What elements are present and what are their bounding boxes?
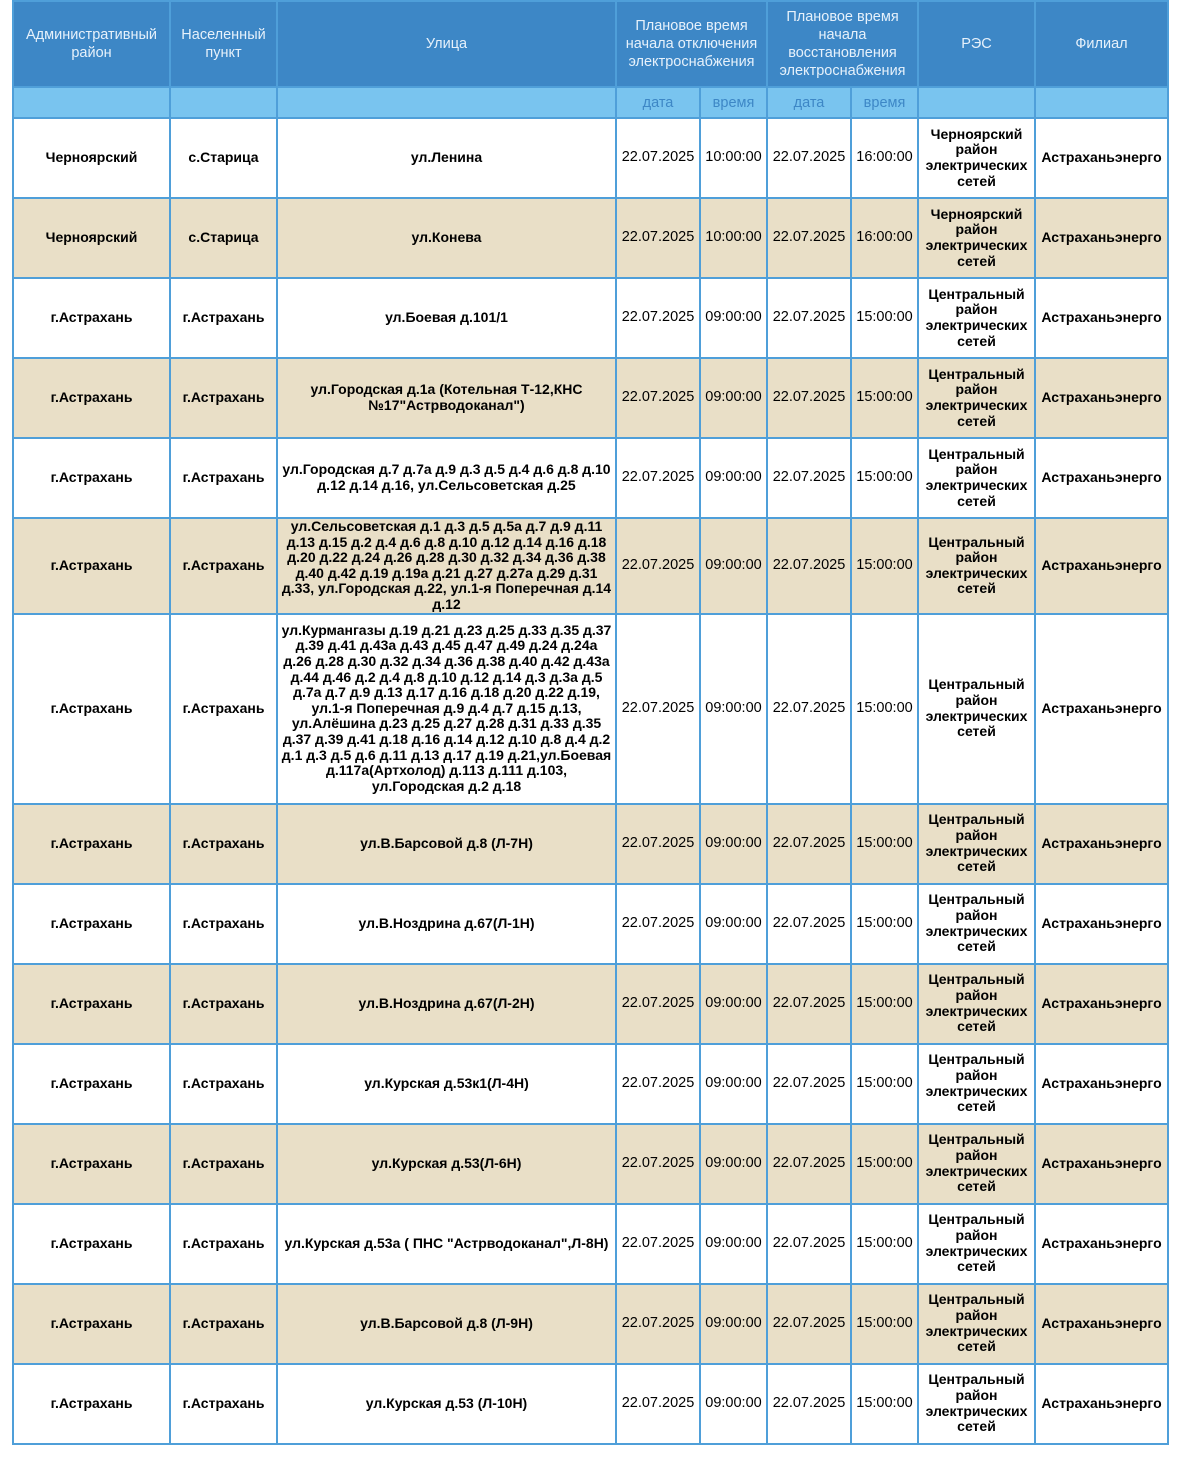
cell-off-time: 09:00:00 xyxy=(700,1044,767,1124)
cell-settlement: г.Астрахань xyxy=(170,1124,277,1204)
table-row xyxy=(13,278,1168,358)
cell-on-date: 22.07.2025 xyxy=(767,358,851,438)
cell-res: Черноярский район электрических сетей xyxy=(918,118,1035,198)
cell-street: ул.Курская д.53(Л-6Н) xyxy=(277,1124,616,1204)
outage-schedule-table xyxy=(12,0,1169,1445)
cell-res: Черноярский район электрических сетей xyxy=(918,198,1035,278)
subheader-empty xyxy=(170,87,277,118)
cell-on-date: 22.07.2025 xyxy=(767,1124,851,1204)
cell-off-time: 09:00:00 xyxy=(700,1204,767,1284)
subheader-off-date: дата xyxy=(616,87,700,118)
cell-district: г.Астрахань xyxy=(13,518,170,614)
cell-branch: Астраханьэнерго xyxy=(1035,278,1168,358)
cell-off-date: 22.07.2025 xyxy=(616,198,700,278)
header-street: Улица xyxy=(277,1,616,87)
cell-off-time: 10:00:00 xyxy=(700,118,767,198)
table-row xyxy=(13,804,1168,884)
cell-on-date: 22.07.2025 xyxy=(767,278,851,358)
cell-on-date: 22.07.2025 xyxy=(767,1284,851,1364)
subheader-empty xyxy=(13,87,170,118)
cell-street: ул.В.Ноздрина д.67(Л-1Н) xyxy=(277,884,616,964)
cell-off-time: 09:00:00 xyxy=(700,614,767,804)
table-row xyxy=(13,518,1168,614)
header-row xyxy=(13,1,1168,87)
cell-district: г.Астрахань xyxy=(13,964,170,1044)
cell-off-date: 22.07.2025 xyxy=(616,1124,700,1204)
cell-off-date: 22.07.2025 xyxy=(616,884,700,964)
cell-res: Центральный район электрических сетей xyxy=(918,804,1035,884)
cell-on-date: 22.07.2025 xyxy=(767,1204,851,1284)
subheader-empty xyxy=(1035,87,1168,118)
cell-district: Черноярский xyxy=(13,198,170,278)
table-body xyxy=(13,118,1168,1444)
cell-on-date: 22.07.2025 xyxy=(767,118,851,198)
cell-street: ул.Курская д.53 (Л-10Н) xyxy=(277,1364,616,1444)
cell-off-date: 22.07.2025 xyxy=(616,804,700,884)
header-res: РЭС xyxy=(918,1,1035,87)
cell-on-time: 15:00:00 xyxy=(851,1044,918,1124)
table-row xyxy=(13,614,1168,804)
cell-street: ул.Сельсоветская д.1 д.3 д.5 д.5а д.7 д.9 д.11 д.13 д.15 д.2 д.4 д.6 д.8 д.10 д.12 д.14 д.16 д.18 д.20 д.22 д.24 д.26 д.28 д.30 д.32 д.34 д.36 д.38 д.40 д.42 д.19 д.19а д.21 д.27 д.27а д.29 д.31 д.33, ул.Городская д.22, ул.1-я Поперечная д.14 д.12 xyxy=(277,518,616,614)
cell-settlement: г.Астрахань xyxy=(170,1364,277,1444)
cell-on-time: 15:00:00 xyxy=(851,614,918,804)
cell-branch: Астраханьэнерго xyxy=(1035,358,1168,438)
table-row xyxy=(13,1284,1168,1364)
cell-on-time: 15:00:00 xyxy=(851,1364,918,1444)
header-outage-start: Плановое время начала отключения электроснабжения xyxy=(616,1,767,87)
cell-on-date: 22.07.2025 xyxy=(767,1044,851,1124)
table-row xyxy=(13,1044,1168,1124)
cell-res: Центральный район электрических сетей xyxy=(918,1204,1035,1284)
cell-on-time: 15:00:00 xyxy=(851,518,918,614)
cell-street: ул.В.Барсовой д.8 (Л-7Н) xyxy=(277,804,616,884)
cell-settlement: с.Старица xyxy=(170,118,277,198)
cell-settlement: г.Астрахань xyxy=(170,1204,277,1284)
subheader-on-date: дата xyxy=(767,87,851,118)
cell-street: ул.Курская д.53к1(Л-4Н) xyxy=(277,1044,616,1124)
cell-off-date: 22.07.2025 xyxy=(616,438,700,518)
cell-res: Центральный район электрических сетей xyxy=(918,358,1035,438)
cell-on-date: 22.07.2025 xyxy=(767,884,851,964)
table-row xyxy=(13,1124,1168,1204)
cell-on-time: 15:00:00 xyxy=(851,278,918,358)
table-row xyxy=(13,358,1168,438)
cell-branch: Астраханьэнерго xyxy=(1035,804,1168,884)
cell-district: г.Астрахань xyxy=(13,438,170,518)
cell-street: ул.Городская д.7 д.7а д.9 д.3 д.5 д.4 д.6 д.8 д.10 д.12 д.14 д.16, ул.Сельсоветская д.25 xyxy=(277,438,616,518)
cell-street: ул.Конева xyxy=(277,198,616,278)
cell-off-time: 09:00:00 xyxy=(700,518,767,614)
table-row xyxy=(13,438,1168,518)
cell-res: Центральный район электрических сетей xyxy=(918,1284,1035,1364)
cell-district: г.Астрахань xyxy=(13,1124,170,1204)
cell-district: Черноярский xyxy=(13,118,170,198)
cell-res: Центральный район электрических сетей xyxy=(918,1124,1035,1204)
table-row xyxy=(13,198,1168,278)
cell-on-time: 15:00:00 xyxy=(851,804,918,884)
cell-branch: Астраханьэнерго xyxy=(1035,884,1168,964)
cell-on-time: 15:00:00 xyxy=(851,1124,918,1204)
cell-res: Центральный район электрических сетей xyxy=(918,438,1035,518)
cell-res: Центральный район электрических сетей xyxy=(918,518,1035,614)
cell-settlement: с.Старица xyxy=(170,198,277,278)
cell-settlement: г.Астрахань xyxy=(170,804,277,884)
cell-street: ул.В.Барсовой д.8 (Л-9Н) xyxy=(277,1284,616,1364)
cell-on-time: 15:00:00 xyxy=(851,358,918,438)
subheader-on-time: время xyxy=(851,87,918,118)
cell-branch: Астраханьэнерго xyxy=(1035,614,1168,804)
cell-branch: Астраханьэнерго xyxy=(1035,518,1168,614)
cell-res: Центральный район электрических сетей xyxy=(918,964,1035,1044)
cell-branch: Астраханьэнерго xyxy=(1035,1284,1168,1364)
cell-street: ул.Курская д.53а ( ПНС "Астрводоканал",Л-8Н) xyxy=(277,1204,616,1284)
cell-off-time: 09:00:00 xyxy=(700,884,767,964)
cell-on-date: 22.07.2025 xyxy=(767,438,851,518)
cell-off-time: 09:00:00 xyxy=(700,358,767,438)
cell-res: Центральный район электрических сетей xyxy=(918,278,1035,358)
table-row xyxy=(13,964,1168,1044)
cell-settlement: г.Астрахань xyxy=(170,518,277,614)
cell-district: г.Астрахань xyxy=(13,1204,170,1284)
cell-off-time: 10:00:00 xyxy=(700,198,767,278)
cell-street: ул.Курмангазы д.19 д.21 д.23 д.25 д.33 д.35 д.37 д.39 д.41 д.43а д.43 д.45 д.47 д.49 д.24 д.24а д.26 д.28 д.30 д.32 д.34 д.36 д.38 д.40 д.42 д.43а д.44 д.46 д.2 д.4 д.8 д.10 д.12 д.14 д.3 д.3а д.5 д.7а д.7 д.9 д.13 д.17 д.16 д.18 д.20 д.22 д.19, ул.1-я Поперечная д.9 д.4 д.7 д.15 д.13, ул.Алёшина д.23 д.25 д.27 д.28 д.31 д.33 д.35 д.37 д.39 д.41 д.18 д.16 д.14 д.12 д.10 д.8 д.4 д.2 д.1 д.3 д.5 д.6 д.11 д.13 д.17 д.19 д.21,ул.Боевая д.117а(Артхолод) д.113 д.111 д.103, ул.Городская д.2 д.18 xyxy=(277,614,616,804)
cell-branch: Астраханьэнерго xyxy=(1035,1364,1168,1444)
cell-on-date: 22.07.2025 xyxy=(767,1364,851,1444)
cell-on-time: 15:00:00 xyxy=(851,438,918,518)
cell-district: г.Астрахань xyxy=(13,278,170,358)
table-row xyxy=(13,1204,1168,1284)
subheader-off-time: время xyxy=(700,87,767,118)
cell-res: Центральный район электрических сетей xyxy=(918,1364,1035,1444)
cell-off-time: 09:00:00 xyxy=(700,438,767,518)
cell-off-time: 09:00:00 xyxy=(700,804,767,884)
cell-branch: Астраханьэнерго xyxy=(1035,1044,1168,1124)
cell-off-time: 09:00:00 xyxy=(700,1364,767,1444)
cell-branch: Астраханьэнерго xyxy=(1035,198,1168,278)
cell-off-date: 22.07.2025 xyxy=(616,358,700,438)
subheader-row xyxy=(13,87,1168,118)
cell-settlement: г.Астрахань xyxy=(170,1044,277,1124)
cell-off-date: 22.07.2025 xyxy=(616,278,700,358)
cell-on-time: 15:00:00 xyxy=(851,884,918,964)
cell-on-date: 22.07.2025 xyxy=(767,518,851,614)
cell-res: Центральный район электрических сетей xyxy=(918,1044,1035,1124)
cell-on-time: 15:00:00 xyxy=(851,1284,918,1364)
cell-off-date: 22.07.2025 xyxy=(616,1364,700,1444)
cell-branch: Астраханьэнерго xyxy=(1035,1204,1168,1284)
cell-off-date: 22.07.2025 xyxy=(616,964,700,1044)
cell-street: ул.Боевая д.101/1 xyxy=(277,278,616,358)
cell-off-date: 22.07.2025 xyxy=(616,614,700,804)
cell-on-date: 22.07.2025 xyxy=(767,964,851,1044)
cell-district: г.Астрахань xyxy=(13,804,170,884)
cell-on-date: 22.07.2025 xyxy=(767,614,851,804)
cell-settlement: г.Астрахань xyxy=(170,1284,277,1364)
cell-district: г.Астрахань xyxy=(13,1044,170,1124)
cell-district: г.Астрахань xyxy=(13,884,170,964)
cell-branch: Астраханьэнерго xyxy=(1035,438,1168,518)
cell-branch: Астраханьэнерго xyxy=(1035,964,1168,1044)
cell-on-time: 15:00:00 xyxy=(851,1204,918,1284)
cell-settlement: г.Астрахань xyxy=(170,278,277,358)
subheader-empty xyxy=(918,87,1035,118)
cell-street: ул.Городская д.1а (Котельная Т-12,КНС №17"Астрводоканал") xyxy=(277,358,616,438)
header-branch: Филиал xyxy=(1035,1,1168,87)
header-settlement: Населенный пункт xyxy=(170,1,277,87)
cell-settlement: г.Астрахань xyxy=(170,438,277,518)
cell-off-time: 09:00:00 xyxy=(700,1124,767,1204)
cell-res: Центральный район электрических сетей xyxy=(918,614,1035,804)
cell-settlement: г.Астрахань xyxy=(170,884,277,964)
cell-on-date: 22.07.2025 xyxy=(767,804,851,884)
cell-off-date: 22.07.2025 xyxy=(616,1284,700,1364)
cell-on-time: 16:00:00 xyxy=(851,118,918,198)
header-admin-district: Административный район xyxy=(13,1,170,87)
cell-settlement: г.Астрахань xyxy=(170,614,277,804)
subheader-empty xyxy=(277,87,616,118)
cell-district: г.Астрахань xyxy=(13,1284,170,1364)
cell-on-date: 22.07.2025 xyxy=(767,198,851,278)
cell-off-date: 22.07.2025 xyxy=(616,1044,700,1124)
table-row xyxy=(13,1364,1168,1444)
cell-branch: Астраханьэнерго xyxy=(1035,118,1168,198)
cell-off-time: 09:00:00 xyxy=(700,278,767,358)
header-restore-start: Плановое время начала восстановления электроснабжения xyxy=(767,1,918,87)
cell-settlement: г.Астрахань xyxy=(170,358,277,438)
cell-district: г.Астрахань xyxy=(13,614,170,804)
cell-res: Центральный район электрических сетей xyxy=(918,884,1035,964)
cell-on-time: 16:00:00 xyxy=(851,198,918,278)
table-row xyxy=(13,884,1168,964)
cell-district: г.Астрахань xyxy=(13,358,170,438)
cell-on-time: 15:00:00 xyxy=(851,964,918,1044)
cell-off-date: 22.07.2025 xyxy=(616,518,700,614)
cell-district: г.Астрахань xyxy=(13,1364,170,1444)
cell-off-time: 09:00:00 xyxy=(700,1284,767,1364)
cell-branch: Астраханьэнерго xyxy=(1035,1124,1168,1204)
cell-settlement: г.Астрахань xyxy=(170,964,277,1044)
cell-off-date: 22.07.2025 xyxy=(616,1204,700,1284)
cell-street: ул.Ленина xyxy=(277,118,616,198)
table-row xyxy=(13,118,1168,198)
cell-off-date: 22.07.2025 xyxy=(616,118,700,198)
cell-street: ул.В.Ноздрина д.67(Л-2Н) xyxy=(277,964,616,1044)
cell-off-time: 09:00:00 xyxy=(700,964,767,1044)
